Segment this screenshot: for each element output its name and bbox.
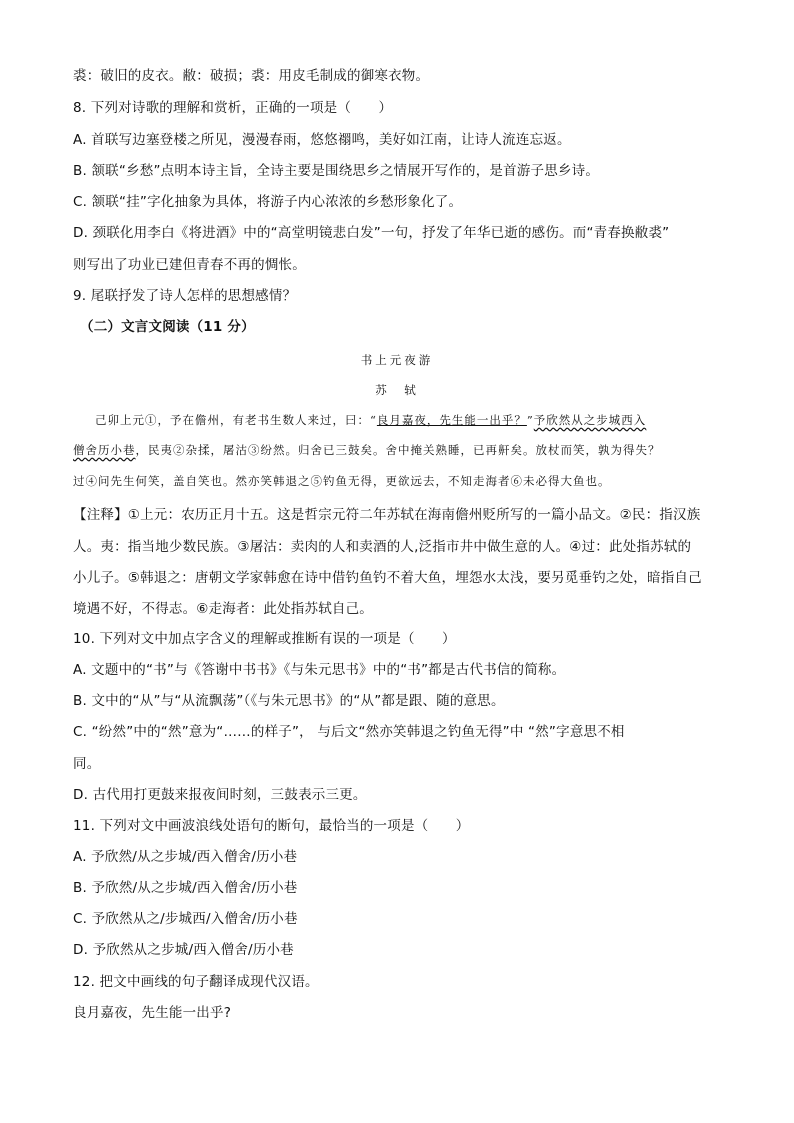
question-10-option-a: A. 文题中的“书”与《答谢中书书》《与朱元思书》中的“书”都是古代书信的简称。	[73, 662, 566, 678]
question-10-option-d: D. 古代用打更鼓来报夜间时刻，三鼓表示三更。	[73, 787, 367, 803]
notes-line-1: 【注释】①上元：农历正月十五。这是哲宗元符二年苏轼在海南儋州贬所写的一篇小品文。②民：指汉族	[73, 507, 701, 523]
question-11-option-b: B. 予欣然/从之步城/西入僧舍/历小巷	[73, 880, 298, 896]
question-10-option-b: B. 文中的“从”与“从流飘荡”（《与朱元思书》的“从”都是跟、随的意思。	[73, 693, 505, 709]
passage-author: 苏 轼	[375, 383, 419, 397]
question-8: 8. 下列对诗歌的理解和赏析，正确的一项是（ ）	[73, 100, 393, 116]
passage-line-2	[73, 440, 723, 460]
question-11: 11. 下列对文中画波浪线处语句的断句，最恰当的一项是（ ）	[73, 818, 470, 834]
notes-line-2: 人。夷：指当地少数民族。③屠沽：卖肉的人和卖酒的人,泛指市井中做生意的人。④过：此处指苏轼的	[73, 539, 692, 555]
passage-line-3: 过④问先生何笑，盖自笑也。然亦笑韩退之⑤钓鱼无得，更欲远去，不知走海者⑥未必得大鱼也。	[73, 474, 611, 488]
question-8-option-d-line2: 则写出了功业已建但青春不再的惆怅。	[73, 257, 306, 273]
question-10: 10. 下列对文中加点字含义的理解或推断有误的一项是（ ）	[73, 631, 456, 647]
question-11-option-d: D. 予欣然从之步城/西入僧舍/历小巷	[73, 942, 294, 958]
passage-text: 己卯上元①，予在儋州，有老书生数人来过，曰：“	[95, 413, 377, 427]
passage-text: ”	[526, 413, 534, 427]
question-8-option-a: A. 首联写边塞登楼之所见，漫漫春雨，悠悠禤鸣，美好如江南，让诗人流连忘返。	[73, 132, 571, 148]
passage-text: ，民夷②杂揉，屠沽③纷然。归舍已三鼓矣。舍中掩关熟睡，已再鼾矣。放杖而笑，孰为得失？	[135, 443, 661, 457]
question-10-option-c-line2: 同。	[73, 756, 101, 772]
underlined-sentence: 良月嘉夜，先生能一出乎？	[376, 413, 527, 427]
gloss-line: 裘：破旧的皮衣。敝：破损；裘：用皮毛制成的御寒衣物。	[73, 68, 430, 84]
question-9: 9. 尾联抒发了诗人怎样的思想感情？	[73, 288, 297, 304]
question-8-option-c: C. 颔联“挂”字化抽象为具体，将游子内心浓浓的乡愁形象化了。	[73, 194, 463, 210]
passage-title: 书上元夜游	[360, 353, 434, 367]
notes-line-3: 小儿子。⑤韩退之：唐朝文学家韩愈在诗中借钓鱼钓不着大鱼，埋怨水太浅，要另觅垂钓之处，暗指自己	[73, 570, 702, 586]
question-11-option-a: A. 予欣然/从之步城/西入僧舍/历小巷	[73, 849, 298, 865]
question-8-option-d-line1: D. 颈联化用李白《将进酒》中的“高堂明镜悲白发”一句，抒发了年华已逝的感伤。而“青春换敝裘”	[73, 225, 670, 241]
question-12-sentence: 良月嘉夜，先生能一出乎?	[73, 1005, 232, 1021]
question-8-option-b: B. 颔联“乡愁”点明本诗主旨，全诗主要是围绕思乡之情展开写作的，是首游子思乡诗。	[73, 163, 600, 179]
question-11-option-c: C. 予欣然从之/步城西/入僧舍/历小巷	[73, 911, 298, 927]
question-12: 12. 把文中画线的句子翻译成现代汉语。	[73, 974, 319, 990]
notes-line-4: 境遇不好，不得志。⑥走海者：此处指苏轼自己。	[73, 601, 374, 617]
section-heading: （二）文言文阅读（11 分）	[80, 319, 255, 335]
passage-line-1	[95, 410, 745, 430]
wavy-underlined-text: 僧舍历小巷	[73, 443, 136, 457]
wavy-underlined-text: 予欣然从之步城西入	[533, 413, 647, 427]
question-10-option-c-line1: C. “纷然”中的“然”意为“……的样子”， 与后文“然亦笑韩退之钓鱼无得”中 “然”字意思不相	[73, 724, 625, 740]
